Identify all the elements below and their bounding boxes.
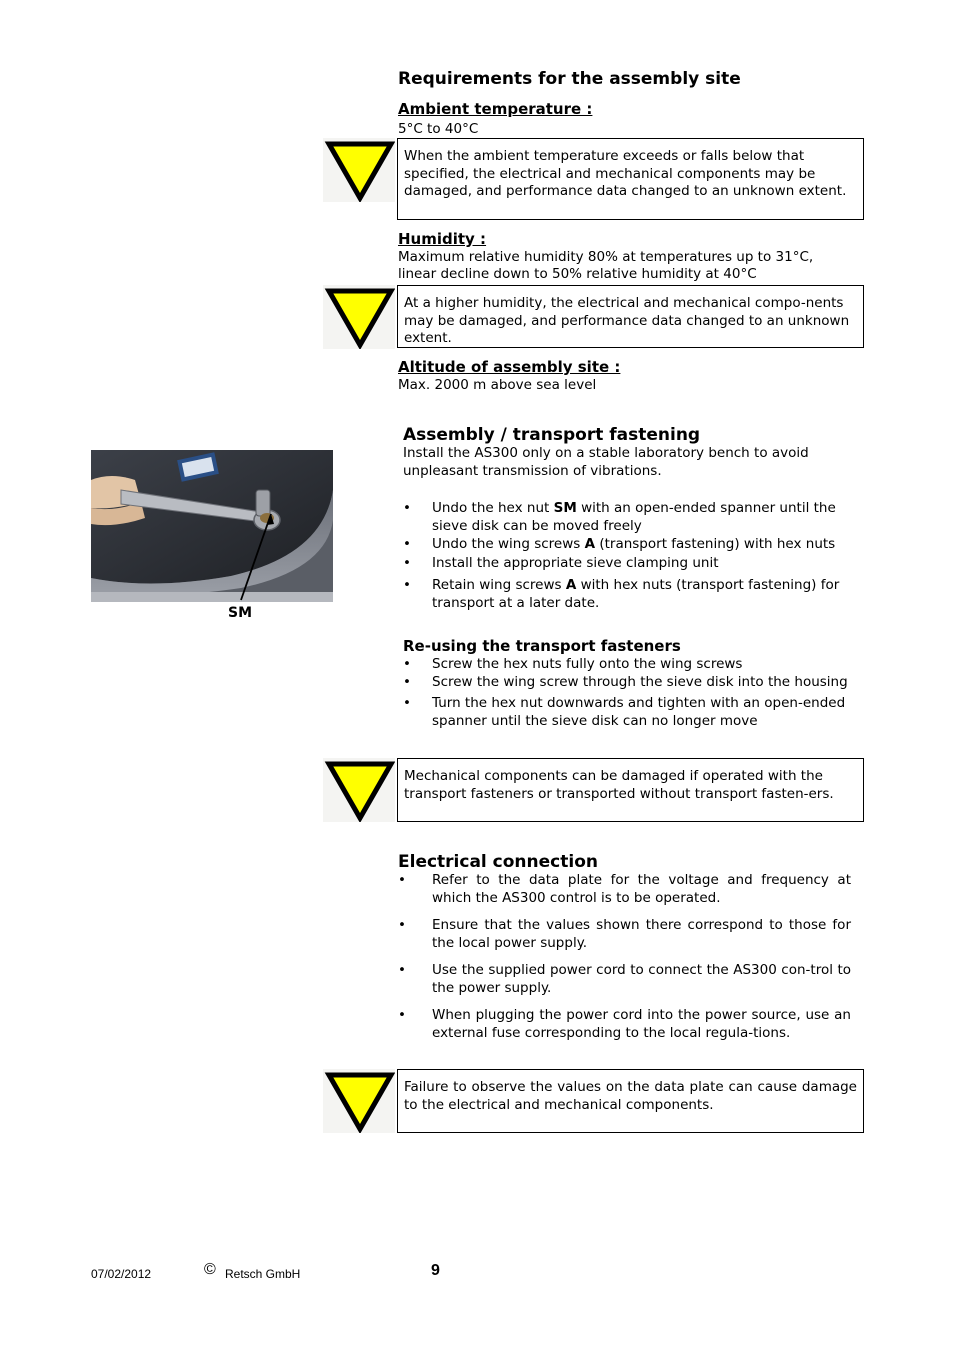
- assembly-title: Assembly / transport fastening: [403, 425, 701, 445]
- list-item: • Ensure that the values shown there correspond to those for the local power supply.: [398, 917, 851, 951]
- list-item: • Undo the hex nut SM with an open-ended spanner until the sieve disk can be moved freely: [403, 500, 836, 534]
- page-number: 9: [431, 1262, 440, 1279]
- reuse-title: Re-using the transport fasteners: [403, 637, 681, 655]
- assembly-intro: Install the AS300 only on a stable laboratory bench to avoid unpleasant transmission of vibrations.: [403, 445, 809, 479]
- list-item: • Turn the hex nut downwards and tighten with an open-ended spanner until the sieve disk can no longer move: [403, 695, 846, 729]
- electrical-warning-box: [397, 1069, 864, 1133]
- assembly-steps: [398, 500, 858, 612]
- electrical-title: Electrical connection: [398, 852, 598, 872]
- list-item: • Use the supplied power cord to connect the AS300 con-trol to the power supply.: [398, 962, 851, 996]
- electrical-steps: [393, 872, 851, 1042]
- warning-triangle-icon: [323, 138, 395, 202]
- copyright-symbol: ©: [204, 1261, 216, 1278]
- list-item: • Screw the hex nuts fully onto the wing screws: [403, 656, 743, 672]
- humidity-warning-text: At a higher humidity, the electrical and mechanical compo-nents may be damaged, and performance data changed to an unknown extent.: [404, 295, 850, 346]
- assembly-warning-text: Mechanical components can be damaged if operated with the transport fasteners or transported without transport fasten-ers.: [404, 768, 834, 802]
- footer-company: Retsch GmbH: [225, 1267, 301, 1281]
- list-item: • Refer to the data plate for the voltage and frequency at which the AS300 control is to be operated.: [398, 872, 851, 906]
- altitude-value: Max. 2000 m above sea level: [398, 377, 597, 393]
- humidity-line-1: Maximum relative humidity 80% at temperatures up to 31°C,: [398, 249, 814, 265]
- warning-triangle-icon: [323, 285, 395, 349]
- humidity-line-2: linear decline down to 50% relative humidity at 40°C: [398, 266, 757, 282]
- list-item: • Screw the wing screw through the sieve disk into the housing: [403, 673, 848, 690]
- site-title: Requirements for the assembly site: [398, 69, 741, 89]
- list-item: • When plugging the power cord into the power source, use an external fuse corresponding to the local regula-tions.: [398, 1007, 851, 1041]
- ambient-warning-box: [397, 138, 864, 220]
- humidity-heading: Humidity :: [398, 230, 487, 248]
- warning-triangle-icon: [323, 758, 395, 822]
- ambient-heading: Ambient temperature :: [398, 100, 593, 118]
- photo-label-sm: SM: [228, 605, 253, 621]
- warning-triangle-icon: [323, 1069, 395, 1133]
- spanner-photo: [91, 450, 333, 602]
- assembly-warning-box: [397, 758, 864, 822]
- electrical-warning-text: Failure to observe the values on the data plate can cause damage to the electrical and mechanical components.: [404, 1079, 857, 1113]
- reuse-steps: [398, 656, 858, 730]
- ambient-value: 5°C to 40°C: [398, 121, 479, 137]
- footer-date: 07/02/2012: [91, 1267, 152, 1281]
- list-item: • Undo the wing screws A (transport fastening) with hex nuts: [403, 536, 836, 552]
- altitude-heading: Altitude of assembly site :: [398, 358, 621, 376]
- humidity-warning-box: [397, 285, 864, 348]
- list-item: • Retain wing screws A with hex nuts (transport fastening) for transport at a later date.: [403, 577, 840, 611]
- ambient-warning-text: When the ambient temperature exceeds or falls below that specified, the electrical and mechanical components may be damaged, and performance data changed to an unknown extent.: [404, 148, 847, 199]
- list-item: • Install the appropriate sieve clamping unit: [403, 554, 719, 571]
